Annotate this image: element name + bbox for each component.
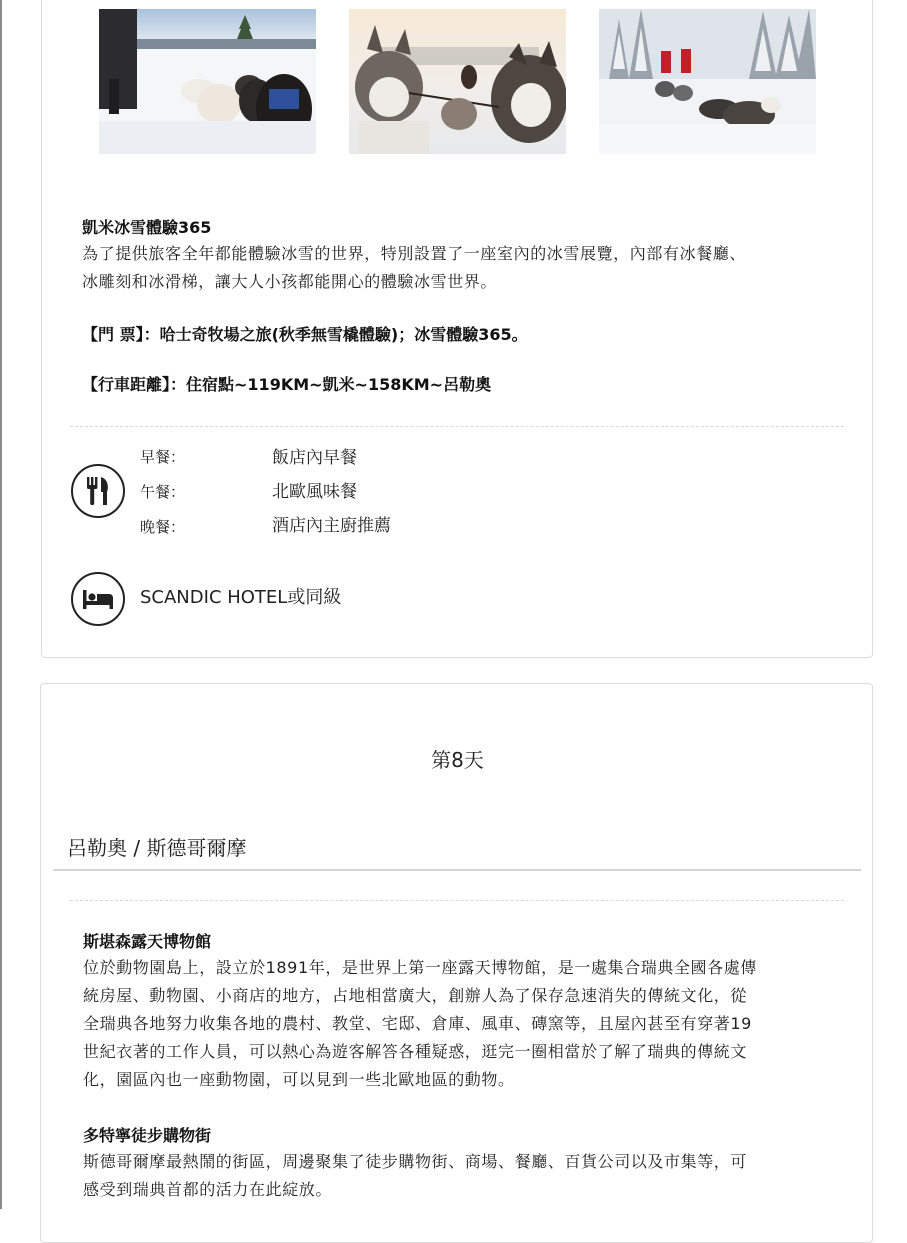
attraction-description: 為了提供旅客全年都能體驗冰雪的世界，特別設置了一座室內的冰雪展覽，內部有冰餐廳、 冰雕刻和冰滑梯，讓大人小孩都能開心的體驗冰雪世界。 xyxy=(82,244,747,291)
photo-3 xyxy=(599,9,816,154)
utensils-icon xyxy=(71,464,125,518)
attraction-description: 斯德哥爾摩最熱鬧的街區，周邊聚集了徒步購物街、商場、餐廳、百貨公司以及市集等，可 感受到瑞典首都的活力在此綻放。 xyxy=(83,1152,748,1199)
tickets-label: 【門 票】 xyxy=(82,325,144,344)
attraction-description: 位於動物園島上，設立於1891年，是世界上第一座露天博物館，是一處集合瑞典全國各處傳 統房屋、動物園、小商店的地方，占地相當廣大，創辦人為了保存急速消失的傳統文化，從 全瑞典各地努力收集各地的農村、教堂、宅邸、倉庫、風車、磚窯等，且屋內甚至有穿著19 世紀衣著的工作人員，可以熱心為遊客解答各種疑惑，逛完一圈相當於了解了瑞典的傳統文 化，園區內也一座動物園，可以見到一些北歐地區的動物。 xyxy=(83,958,757,1089)
photo-1 xyxy=(99,9,316,154)
divider xyxy=(70,426,844,427)
page-left-border xyxy=(0,0,2,1209)
distance-line xyxy=(82,374,491,396)
route-title: 呂勒奧 / 斯德哥爾摩 xyxy=(67,836,247,860)
dinner-label: 晚餐： xyxy=(140,518,186,536)
distance-value: ：住宿點~119KM~凱米~158KM~呂勒奧 xyxy=(170,375,492,394)
attraction-title: 斯堪森露天博物館 xyxy=(83,932,212,951)
distance-label: 【行車距離】 xyxy=(82,375,171,394)
tickets-line xyxy=(82,324,528,346)
breakfast-label: 早餐： xyxy=(140,448,186,466)
photo-2 xyxy=(349,9,566,154)
attraction-title: 凱米冰雪體驗365 xyxy=(82,218,212,237)
lunch-label: 午餐： xyxy=(140,483,186,501)
hotel-name: SCANDIC HOTEL或同級 xyxy=(140,587,342,608)
divider xyxy=(70,900,844,901)
breakfast-value: 飯店內早餐 xyxy=(272,448,357,468)
day-title: 第8天 xyxy=(431,748,484,772)
tickets-value: ：哈士奇牧場之旅(秋季無雪橇體驗)；冰雪體驗365。 xyxy=(143,325,528,344)
attraction-title: 多特寧徒步購物街 xyxy=(83,1126,212,1145)
bed-icon xyxy=(71,572,125,626)
day8-card xyxy=(40,683,873,1243)
route-divider xyxy=(53,869,861,871)
lunch-value: 北歐風味餐 xyxy=(272,482,357,502)
day7-card xyxy=(41,0,873,658)
dinner-value: 酒店內主廚推薦 xyxy=(272,516,391,536)
